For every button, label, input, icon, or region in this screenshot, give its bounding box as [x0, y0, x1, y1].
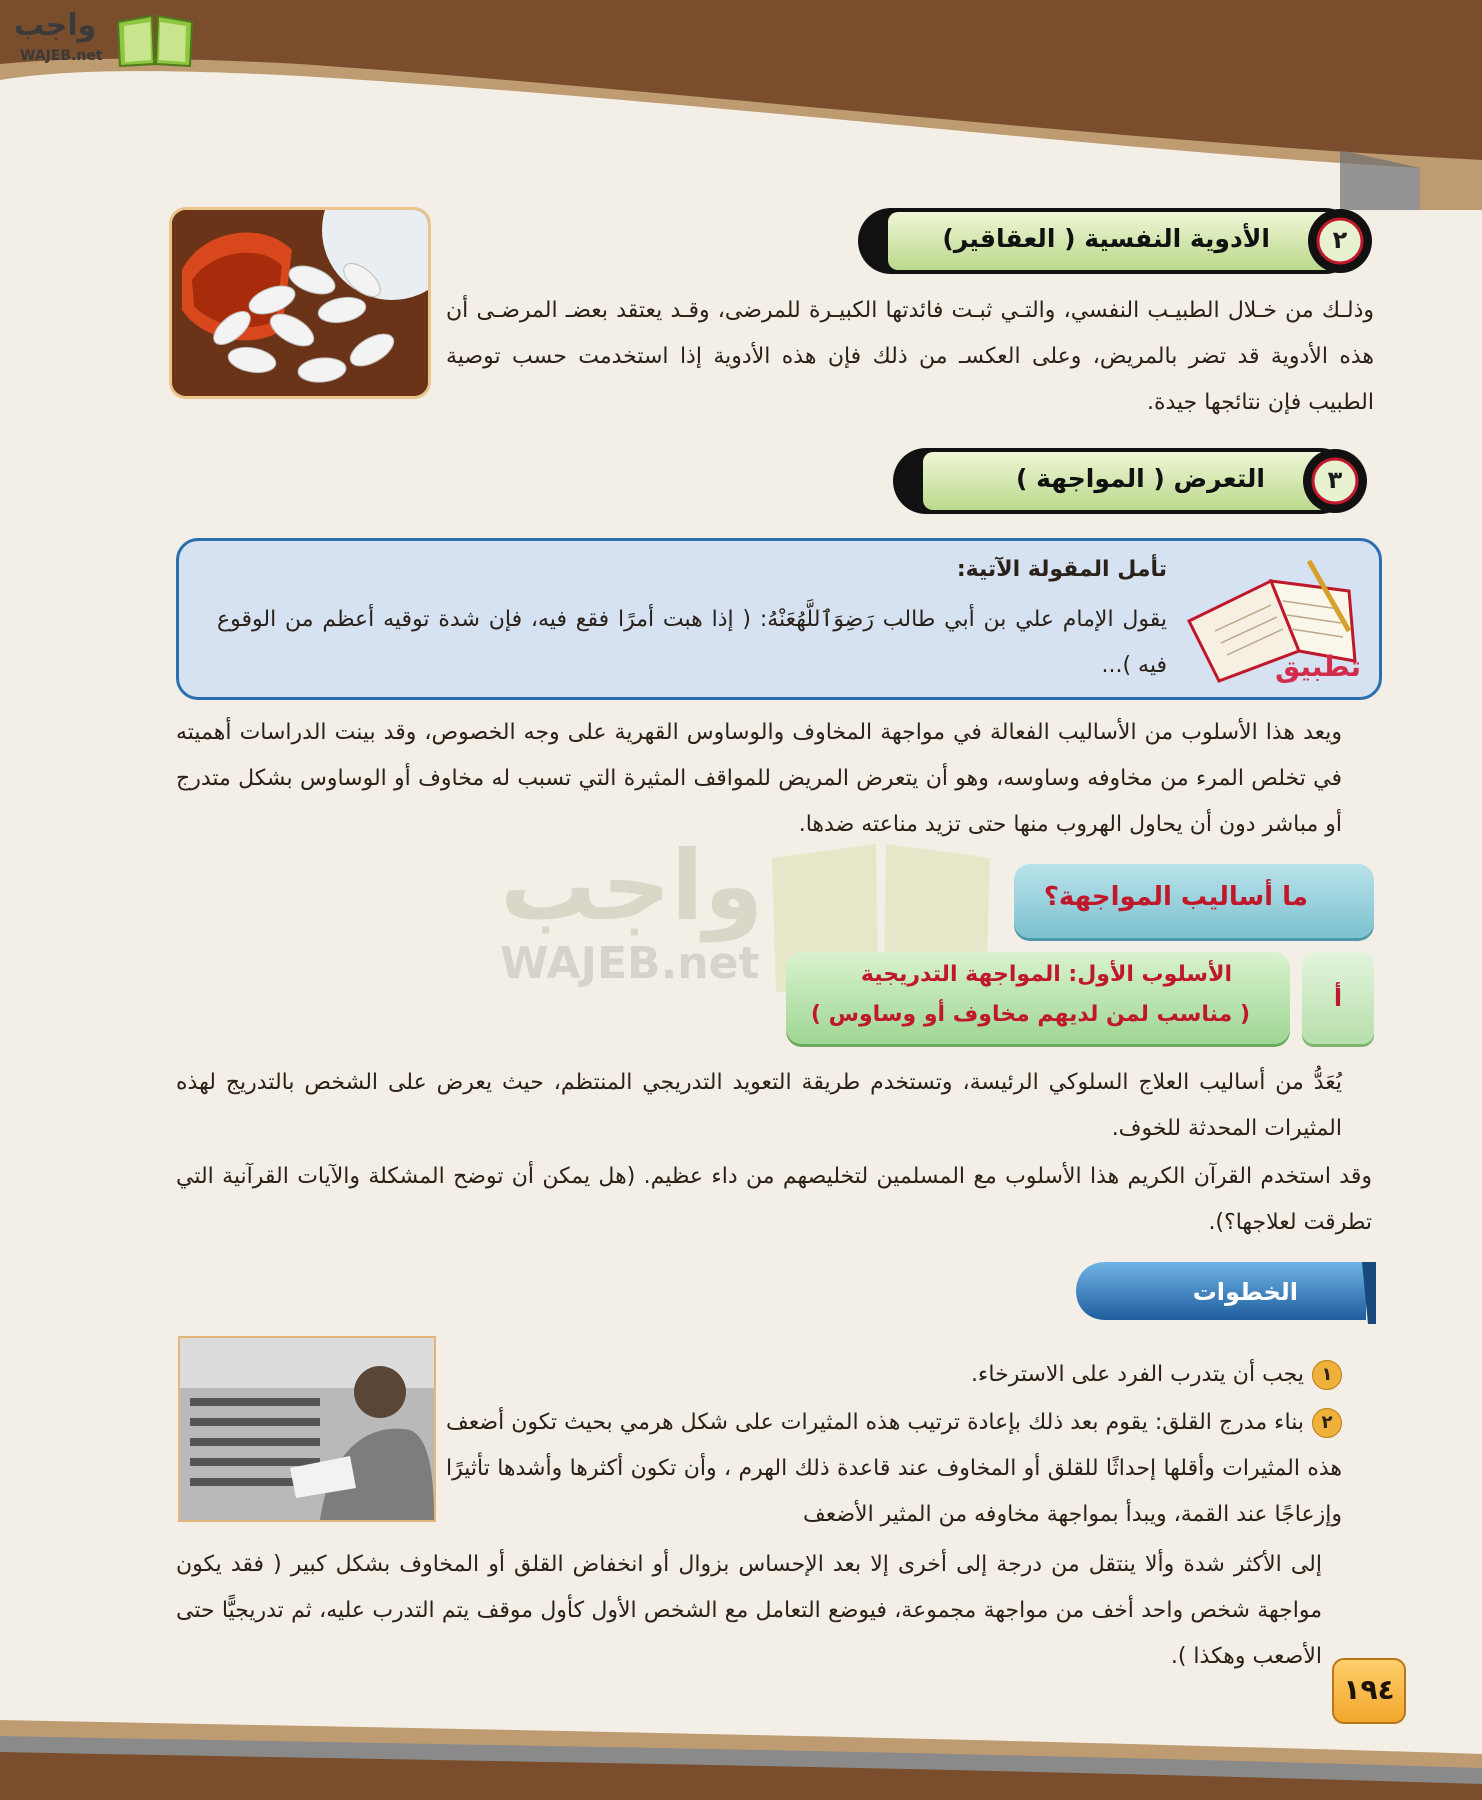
- method-1-title: الأسلوب الأول: المواجهة التدريجية: [860, 962, 1232, 987]
- top-decorative-band: [0, 0, 1482, 210]
- method-1-banner: [786, 952, 1290, 1044]
- application-callout: [176, 538, 1382, 700]
- step-1-text: يجب أن يتدرب الفرد على الاسترخاء.: [971, 1362, 1304, 1387]
- open-book-icon: [1179, 551, 1369, 685]
- watermark-arabic-text: واجب: [500, 830, 764, 942]
- section-2-header: [858, 204, 1378, 278]
- wajeb-logo[interactable]: [10, 8, 190, 68]
- section-3-title: التعرض ( المواجهة ): [1015, 464, 1265, 493]
- application-label: تطبيق: [1275, 650, 1361, 683]
- methods-question-bar: [1014, 864, 1374, 938]
- book-icon: [114, 12, 196, 68]
- step-1-number: ١: [1312, 1360, 1342, 1390]
- pills-photo: [172, 210, 428, 396]
- methods-question-text: ما أساليب المواجهة؟: [1043, 882, 1308, 912]
- callout-heading: تأمل المقولة الآتية:: [956, 557, 1167, 582]
- section-2-number: ٢: [1332, 226, 1348, 254]
- step-2-number: ٢: [1312, 1408, 1342, 1438]
- step-1: [446, 1352, 1342, 1398]
- step-2-text-part1: بناء مدرج القلق: يقوم بعد ذلك بإعادة ترتيب هذه المثيرات على شكل هرمي بحيث تكون أضعف هذه المثيرات وأقلها إحداثًا للقلق أو المخاوف عند قاعدة ذلك الهرم ، وأن تكون أكثرها وأشدها تأثيرًا وإزعاجًا عند القمة، ويبدأ بمواجهة مخاوفه من المثير الأضعف: [446, 1410, 1342, 1527]
- exposure-paragraph: ويعد هذا الأسلوب من الأساليب الفعالة في مواجهة المخاوف والوساوس القهرية على وجه الخصوص، وقد بينت الدراسات أهميته في تخلص المرء من مخاوفه وساوسه، وهو أن يتعرض المريض للمواقف المثيرة التي تسبب له مخاوف أو الوساوس بشكل متدرج أو مباشر دون أن يحاول الهروب منها حتى تزيد مناعته ضدها.: [176, 720, 1342, 837]
- logo-arabic-text: واجب: [14, 8, 97, 43]
- logo-latin-text: WAJEB.net: [20, 48, 103, 64]
- steps-title: الخطوات: [1192, 1278, 1298, 1306]
- bottom-decorative-band: [0, 1690, 1482, 1800]
- page-number: ١٩٤: [1332, 1658, 1406, 1724]
- section-2-paragraph: وذلـك من خـلال الطبيـب النفسي، والتـي ثبـت فائدتها الكبيـرة للمرضى، وقـد يعتقد بعضـ المرضـى أن هذه الأدوية قد تضر بالمريض، وعلى العكسـ من ذلك فإن هذه الأدوية إذا استخدمت حسب توصية الطبيب فإن نتائجها جيدة.: [446, 298, 1374, 415]
- section-3-header: [893, 444, 1373, 518]
- step-2-continued: إلى الأكثر شدة وألا ينتقل من درجة إلى أخرى إلا بعد الإحساس بزوال أو انخفاض القلق أو المخاوف بشكل كبير ( فقد يكون مواجهة شخص واحد أخف من مواجهة مجموعة، فيوضع التعامل مع الشخص الأول كأول موقف يتم التدرب عليه، ثم تدريجيًّا حتى الأصعب وهكذا ).: [176, 1552, 1322, 1669]
- watermark-latin-text: WAJEB.net: [500, 938, 760, 989]
- section-2-title: الأدوية النفسية ( العقاقير): [942, 224, 1270, 253]
- quran-paragraph: وقد استخدم القرآن الكريم هذا الأسلوب مع المسلمين لتخليصهم من داء عظيم. (هل يمكن أن توضح المشكلة والآيات القرآنية التي تطرقت لعلاجها؟).: [176, 1164, 1372, 1235]
- student-studying-photo: [178, 1336, 436, 1522]
- method-1-letter: أ: [1302, 952, 1374, 1044]
- method-description-paragraph: يُعَدُّ من أساليب العلاج السلوكي الرئيسة، وتستخدم طريقة التعويد التدريجي المنتظم، حيث يعرض على الشخص بالتدريج لهذه المثيرات المحدثة للخوف.: [176, 1070, 1342, 1141]
- step-2: [446, 1400, 1342, 1538]
- steps-header: [1076, 1262, 1376, 1324]
- section-3-number: ٣: [1327, 466, 1343, 494]
- method-1-subtitle: ( مناسب لمن لديهم مخاوف أو وساوس ): [810, 1002, 1250, 1027]
- callout-quote: يقول الإمام علي بن أبي طالب رَضِوَٱللَّهُعَنْهُ: ( إذا هبت أمرًا فقع فيه، فإن شدة توقيه أعظم من الوقوع فيه )...: [217, 607, 1167, 678]
